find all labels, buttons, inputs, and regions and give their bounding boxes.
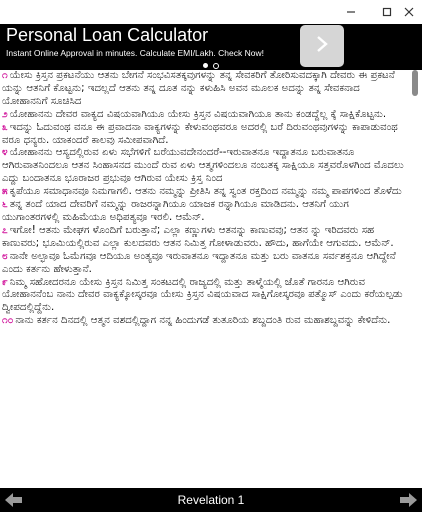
verse-number: ೭: [2, 224, 8, 236]
verse[interactable]: [0, 277, 408, 316]
verse-number: ೩: [2, 121, 8, 133]
verse-text: ತನ್ನ ತಂದೆ ಯಾದ ದೇವರಿಗೆ ನಮ್ಮನ್ನು ರಾಜರನ್ನಾಗಿಯೂ ಯಾಜಕ ರನ್ನಾಗಿಯೂ ಮಾಡಿದನು. ಆತನಿಗೆ ಯುಗ ಯುಗಾಂತರಗಳಲ್ಲಿ ಮಹಿಮೆಯೂ ಅಧಿಪತ್ಯವೂ ಇರಲಿ. ಆಮೆನ್.: [2, 199, 349, 223]
verse[interactable]: [0, 251, 408, 277]
verse-text: ಯೇಸು ಕ್ರಿಸ್ತನ ಪ್ರಕಟನೆಯು ಆತನು ಬೇಗನೆ ಸಂಭವಿಸತಕ್ಕವುಗಳನ್ನು ತನ್ನ ಸೇವಕರಿಗೆ ತೋರಿಸುವದಕ್ಕಾಗಿ ದೇವರು ಈ ಪ್ರಕಟನೆ ಯನ್ನು ಆತನಿಗೆ ಕೊಟ್ಟನು; ಇದಲ್ಲದೆ ಆತನು ತನ್ನ ದೂತ ನನ್ನು ಕಳುಹಿಸಿ ಅವನ ಮೂಲಕ ಅದನ್ನು ತನ್ನ ಸೇವಕನಾದ ಯೋಹಾನನಿಗೆ ಸೂಚಿಸಿದ: [2, 70, 395, 107]
scrollbar-thumb[interactable]: [412, 70, 418, 96]
arrow-right-icon[interactable]: [398, 490, 418, 510]
verse[interactable]: [0, 70, 408, 109]
bottom-navigation-bar: [0, 488, 422, 512]
verse-number: ೧೦: [2, 315, 14, 327]
chapter-label[interactable]: Revelation 1: [177, 493, 245, 507]
ad-subtitle[interactable]: Instant Online Approval in minutes. Calculate EMI/Lakh. Check Now!: [6, 48, 264, 58]
verse[interactable]: [0, 199, 408, 225]
verse-text: ಕೃಪೆಯೂ ಸಮಾಧಾನವೂ ನಿಮಗಾಗಲಿ. ಆತನು ನಮ್ಮನ್ನು ಪ್ರೀತಿಸಿ ತನ್ನ ಸ್ವಂತ ರಕ್ತದಿಂದ ನಮ್ಮನ್ನು ನಮ್ಮ ಪಾಪಗಳಿಂದ ತೊಳೆದು: [9, 186, 402, 198]
chevron-right-icon: [314, 34, 330, 58]
verse[interactable]: [0, 122, 408, 148]
verse-text: ನಿಮ್ಮ ಸಹೋದರನೂ ಯೇಸು ಕ್ರಿಸ್ತನ ನಿಮಿತ್ತ ಸಂಕಟದಲ್ಲಿ ರಾಜ್ಯದಲ್ಲಿ ಮತ್ತು ತಾಳ್ಮೆಯಲ್ಲಿ ಜೊತೆ ಗಾರನೂ ಆಗಿರುವ ಯೋಹಾನನೆಂಬ ನಾನು ದೇವರ ವಾಕ್ಯಕ್ಕೋಸ್ಕರವೂ ಯೇಸು ಕ್ರಿಸ್ತನ ವಿಷಯವಾದ ಸಾಕ್ಷಿಗೋಸ್ಕರವೂ ಪತ್ಮೊಸ್ ಎಂದು ಕರೆಯಲ್ಪಡು ದ್ವೀಪದಲ್ಲಿದ್ದೆನು.: [2, 276, 403, 314]
verse-number: ೮: [2, 250, 8, 262]
ad-open-button[interactable]: [300, 25, 344, 67]
ad-banner[interactable]: [0, 24, 422, 70]
verse-text: ನಾನೇ ಅಲ್ಫಾವೂ ಓಮೆಗವೂ ಆದಿಯೂ ಅಂತ್ಯವೂ ಇರುವಾತನೂ ಇದ್ದಾತನೂ ಮತ್ತು ಬರು ವಾತನೂ ಸರ್ವಶಕ್ತನೂ ಆಗಿದ್ದೇನೆ ಎಂದು ಕರ್ತನು ಹೇಳುತ್ತಾನೆ.: [2, 250, 396, 275]
verse-text: ಇಗೋ! ಆತನು ಮೇಘಗ ಳೊಂದಿಗೆ ಬರುತ್ತಾನೆ; ಎಲ್ಲಾ ಕಣ್ಣುಗಳು ಆತನನ್ನು ಕಾಣುವವು; ಆತನ ನ್ನು ಇರಿದವರು ಸಹ ಕಾಣುವರು; ಭೂಮಿಯಲ್ಲಿರುವ ಎಲ್ಲಾ ಕುಲದವರು ಆತನ ನಿಮಿತ್ತ ಗೋಳಾಡುವರು. ಹೌದು, ಹಾಗೆಯೇ ಆಗುವದು. ಆಮೆನ್.: [2, 224, 394, 249]
ad-page-dot-active: [203, 63, 208, 68]
ad-page-dot: [213, 63, 219, 69]
close-icon[interactable]: [398, 2, 420, 22]
maximize-icon[interactable]: [376, 2, 398, 22]
verse-text: ನಾನು ಕರ್ತನ ದಿನದಲ್ಲಿ ಆತ್ಮನ ವಶದಲ್ಲಿದ್ದಾಗ ನನ್ನ ಹಿಂದುಗಡೆ ತುತೂರಿಯ ಶಬ್ದದಂತಿ ರುವ ಮಹಾಶಬ್ದವನ್ನು ಕೇಳಿದೆನು.: [15, 315, 391, 327]
verse-text: ಯೋಹಾನನು ದೇವರ ವಾಕ್ಯದ ವಿಷಯವಾಗಿಯೂ ಯೇಸು ಕ್ರಿಸ್ತನ ವಿಷಯವಾಗಿಯೂ ತಾನು ಕಂಡದ್ದೆಲ್ಲ ಕ್ಕೆ ಸಾಕ್ಷಿಕೊಟ್ಟನು.: [9, 108, 387, 120]
verse-number: ೫: [2, 186, 8, 198]
verse[interactable]: [0, 147, 408, 186]
window-titlebar: [0, 0, 422, 24]
verse-text: ಇದನ್ನು ಓದುವಂಥ ವನೂ ಈ ಪ್ರವಾದನಾ ವಾಕ್ಯಗಳನ್ನು ಕೇಳುವಂಥವರೂ ಅದರಲ್ಲಿ ಬರೆ ದಿರುವಂಥವುಗಳನ್ನು ಕಾಪಾಡುವಂಥ ವರೂ ಧನ್ಯರು. ಯಾಕಂದರೆ ಕಾಲವು ಸಮೀಪವಾಗಿದೆ.: [2, 121, 398, 146]
verse-number: ೯: [2, 276, 8, 288]
verse[interactable]: [0, 109, 408, 122]
minimize-icon[interactable]: [340, 2, 362, 22]
verse[interactable]: [0, 315, 408, 328]
verse-number: ೨: [2, 108, 8, 120]
ad-pagination: [0, 62, 422, 70]
verse-number: ೪: [2, 147, 8, 159]
verse-number: ೧: [2, 70, 8, 81]
verse[interactable]: [0, 186, 408, 199]
chapter-text[interactable]: [0, 70, 408, 488]
verse-text: ಯೋಹಾನನು ಆಸ್ಯದಲ್ಲಿರುವ ಏಳು ಸಭೆಗಳಿಗೆ ಬರೆಯುವದೇನಂದರೆ--ಇರುವಾತನೂ ಇದ್ದಾತನೂ ಬರುವಾತನೂ ಆಗಿರುವಾತನಿಂದಲೂ ಆತನ ಸಿಂಹಾಸನದ ಮುಂದೆ ರುವ ಏಳು ಆತ್ಮಗಳಿಂದಲೂ ನಂಬತಕ್ಕ ಸಾಕ್ಷಿಯೂ ಸತ್ತವರೊಳಗಿಂದ ಮೊದಲು ಎದ್ದು ಬಂದಾತನೂ ಭೂರಾಜರ ಪ್ರಭುವೂ ಆಗಿರುವ ಯೇಸು ಕ್ರಿಸ್ತ ನಿಂದ: [2, 147, 404, 185]
ad-title[interactable]: Personal Loan Calculator: [6, 25, 209, 45]
verse-number: ೬: [2, 199, 8, 211]
verse[interactable]: [0, 225, 408, 251]
